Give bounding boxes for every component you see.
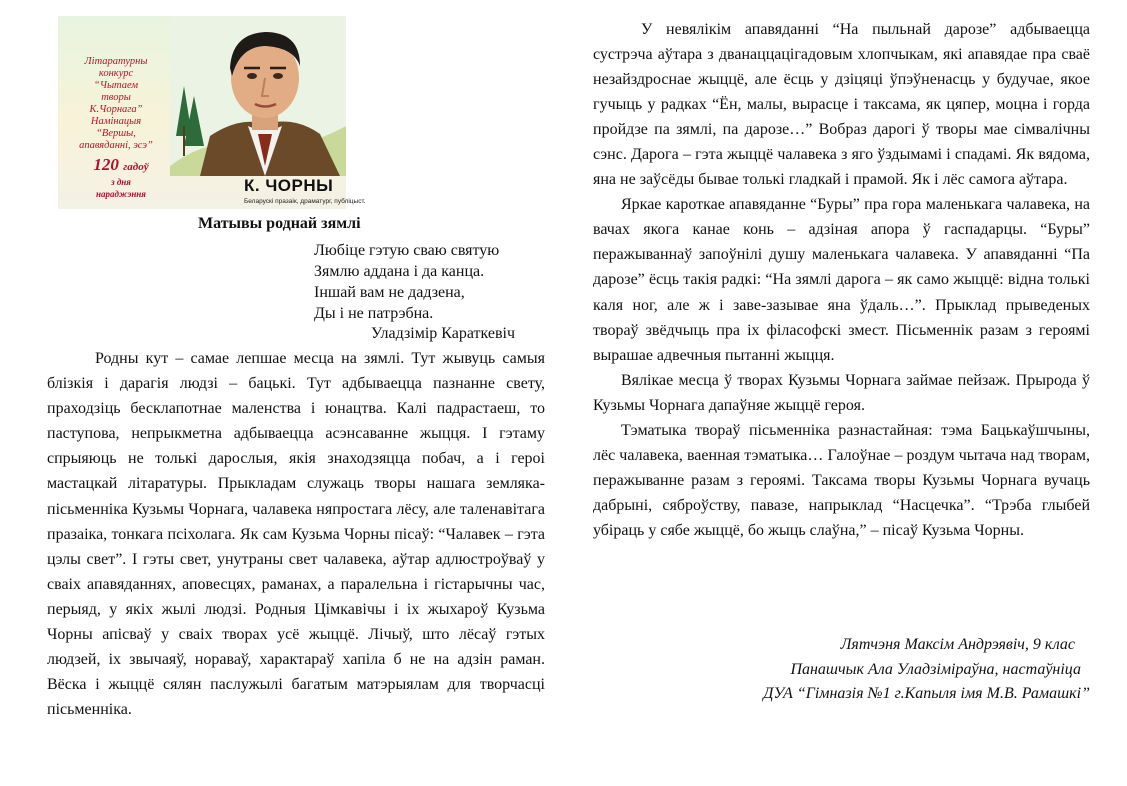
contest-line: конкурс [98, 68, 134, 79]
contest-banner [58, 16, 366, 209]
right-column-text [593, 17, 1090, 543]
paragraph: У невялікім апавяданні “На пыльнай дарозе” адбываецца сустрэча аўтара з дванаццацігадовым хлопчыкам, які апавядае пра сваё незайздроснае жыццё, але ёсць у дзіцяці ўпэўненасць у будучае, якое гучыць у радках “Ён, малы, вырасце і таксама, як цяпер, моцна і горда пройдзе па зямлі, па дарозе…” Вобраз дарогі ў творы мае сімвалічны сэнс. Дарога – гэта жыццё чалавека з яго ўздымамі і спадамі. Як вядома, яна не заўсёды бывае толькі гладкай і прамой. Як і лёс самога аўтара. [593, 21, 1090, 189]
left-column-text [47, 346, 545, 722]
anniversary-unit: гадоў [123, 161, 149, 173]
epigraph [314, 240, 499, 324]
contest-line: творы [101, 92, 131, 103]
epigraph-author: Уладзімір Караткевіч [371, 325, 516, 342]
portrait-image [170, 16, 346, 176]
paragraph: Яркае кароткае апавяданне “Буры” пра гора маленькага чалавека, на вачах якога канае конь – адзіная апора ў гаспадарцы. “Буры” перажываннаў запоўнілі душу маленькага чалавека. У апавяданні “Па дарозе” ёсць такія радкі: “На зямлі дарога – як само жыццё: відна толькі каля ног, але ж і заве-зазывае яна ўдаль…”. Прыклад прыведеных твораў звёдчыць пра іх філасофскі змест. Пісьменнік разам з героямі вырашае адвечныя пытанні жыцця. [593, 196, 1090, 364]
epigraph-line: Любіце гэтую сваю святую [314, 242, 500, 259]
epigraph-line: Іншай вам не дадзена, [314, 284, 465, 301]
anniversary-caption: з дня нараджэння [96, 177, 146, 199]
contest-line: “Чытаем [93, 80, 139, 91]
contest-line: “Вершы, [96, 128, 136, 139]
signature-school: ДУА “Гімназія №1 г.Капыля імя М.В. Рамашкі” [763, 685, 1090, 702]
contest-line: Літаратурны [84, 56, 148, 67]
paragraph: Родны кут – самае лепшае месца на зямлі. Тут жывуць самыя блізкія і дарагія людзі – бацькі. Тут адбываецца пазнанне свету, праходзіць бесклапотнае маленства і юнацтва. Калі падрастаеш, то паступова, непрыкметна адбываецца асэнсаванне жыцця. І гэтаму спрыяюць не толькі дарослыя, якія знаходзяцца побач, а і героі мастацкай літаратуры. Прыкладам служаць творы нашага земляка-пісьменніка Кузьмы Чорнага, чалавека няпростага лёсу, але таленавітага празаіка, тонкага псіхолага. Як сам Кузьма Чорны пісаў: “Чалавек – гэта цэлы свет”. І гэты свет, унутраны свет чалавека, аўтар адлюстроўваў у сваіх апавяданнях, аповесцях, раманах, а паралельна і гістарычны час, перыяд, у якіх жылі людзі. Родныя Цімкавічы і іх жыхароў Кузьма Чорны апісваў у сваіх творах усё жыццё. Лічыў, што лёсаў гэтых людзей, іх звычаяў, нораваў, характараў хапіла б не на адзін раман. Вёска і жыццё сялян паслужылі багатым матэрыялам для творчасці пісьменніка. [47, 350, 545, 719]
writer-name: К. ЧОРНЫ [244, 176, 334, 195]
paragraph: Тэматыка твораў пісьменніка разнастайная: тэма Бацькаўшчыны, лёс чалавека, ваенная тэматыка… Галоўнае – роздум чытача над творам, перажыванне разам з героямі. Таксама творы Кузьмы Чорнага вучаць дабрыні, сяброўству, павазе, напрыклад “Насцечка”. “Трэба глыбей убіраць у сябе жыццё, бо жыць слаўна,” – пісаў Кузьма Чорны. [593, 421, 1090, 539]
epigraph-line: Ды і не патрэбна. [314, 305, 434, 322]
epigraph-line: Зямлю аддана і да канца. [314, 263, 485, 280]
anniversary-label [88, 156, 154, 200]
contest-line: Намінацыя [90, 116, 142, 127]
signature-student: Лятчэня Максім Андрэявіч, 9 клас [840, 636, 1075, 653]
contest-line: К.Чорнага” [89, 104, 143, 115]
paragraph: Вялікае месца ў творах Кузьмы Чорнага займае пейзаж. Прырода ў Кузьмы Чорнага дапаўняе жыццё героя. [593, 371, 1090, 414]
article-title: Матывы роднай зямлі [198, 215, 361, 232]
contest-caption [62, 56, 170, 152]
anniversary-number: 120 гадоў [93, 155, 149, 174]
contest-line: апавяданні, эсэ” [79, 140, 153, 151]
writer-subtitle: Беларускі празаік, драматург, публіцыст. [244, 198, 366, 205]
signature-teacher: Панашчык Ала Уладзіміраўна, настаўніца [790, 661, 1081, 678]
